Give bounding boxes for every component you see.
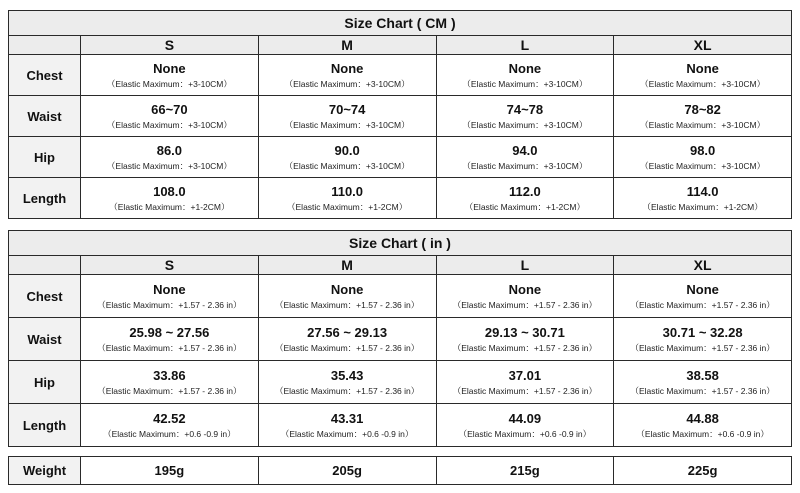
weight-label: Weight xyxy=(9,457,81,485)
inch-cell xyxy=(614,318,792,361)
inch-size-l: L xyxy=(436,256,614,275)
cell-value: None xyxy=(153,60,186,76)
cell-note: （Elastic Maximum：+1.57 - 2.36 in） xyxy=(452,342,598,353)
cell-note: （Elastic Maximum：+3-10CM） xyxy=(462,119,588,130)
cell-note: （Elastic Maximum：+1.57 - 2.36 in） xyxy=(274,299,420,310)
cm-row-label: Chest xyxy=(9,55,81,96)
cm-cell xyxy=(614,55,792,96)
inch-row-chest xyxy=(9,275,792,318)
inch-cell xyxy=(258,361,436,404)
cm-cell xyxy=(81,178,259,219)
cell-note: （Elastic Maximum：+3-10CM） xyxy=(284,160,410,171)
cell-value: 78~82 xyxy=(684,101,721,117)
cell-note: （Elastic Maximum：+1.57 - 2.36 in） xyxy=(97,342,242,353)
cell-value: 98.0 xyxy=(689,142,716,158)
cell-value: 112.0 xyxy=(508,183,541,199)
cell-value: 114.0 xyxy=(686,183,719,199)
cell-note: （Elastic Maximum：+1.57 - 2.36 in） xyxy=(630,299,775,310)
cm-cell xyxy=(436,55,614,96)
cell-note: （Elastic Maximum：+3-10CM） xyxy=(284,78,410,89)
cm-row-label: Waist xyxy=(9,96,81,137)
cell-value: 94.0 xyxy=(512,142,538,158)
cell-value: None xyxy=(686,60,719,76)
cm-cell xyxy=(81,55,259,96)
cm-cell xyxy=(258,178,436,219)
cm-cell xyxy=(436,137,614,178)
inch-row-label: Waist xyxy=(9,318,81,361)
cell-note: （Elastic Maximum：+0.6 -0.9 in） xyxy=(636,428,769,439)
cell-value: 90.0 xyxy=(334,142,360,158)
cell-note: （Elastic Maximum：+3-10CM） xyxy=(462,160,588,171)
cell-note: （Elastic Maximum：+3-10CM） xyxy=(284,119,410,130)
cm-row-length xyxy=(9,178,792,219)
cell-value: 74~78 xyxy=(506,101,544,117)
inch-cell xyxy=(81,404,259,447)
size-chart-inch-table xyxy=(8,230,792,447)
inch-row-length xyxy=(9,404,792,447)
cm-row-hip xyxy=(9,137,792,178)
cell-note: （Elastic Maximum：+0.6 -0.9 in） xyxy=(103,428,236,439)
weight-value-xl: 225g xyxy=(614,457,792,485)
cell-value: 27.56 ~ 29.13 xyxy=(307,324,388,340)
cm-row-label: Length xyxy=(9,178,81,219)
inch-size-s: S xyxy=(81,256,259,275)
cm-cell xyxy=(614,137,792,178)
inch-table-title: Size Chart ( in ) xyxy=(9,231,792,256)
cell-note: （Elastic Maximum：+1.57 - 2.36 in） xyxy=(274,342,420,353)
cm-cell xyxy=(436,96,614,137)
cell-value: None xyxy=(330,281,364,297)
cell-note: （Elastic Maximum：+1-2CM） xyxy=(642,201,763,212)
inch-header-corner xyxy=(9,256,81,275)
cell-note: （Elastic Maximum：+3-10CM） xyxy=(640,78,766,89)
cell-value: None xyxy=(686,281,719,297)
size-chart-cm-table xyxy=(8,10,792,219)
inch-cell xyxy=(81,275,259,318)
inch-row-waist xyxy=(9,318,792,361)
cell-note: （Elastic Maximum：+1-2CM） xyxy=(464,201,585,212)
cell-note: （Elastic Maximum：+0.6 -0.9 in） xyxy=(280,428,414,439)
cell-value: 37.01 xyxy=(508,367,542,383)
weight-value-l: 215g xyxy=(436,457,614,485)
inch-size-header-row xyxy=(9,256,792,275)
inch-row-label: Length xyxy=(9,404,81,447)
inch-row-label: Chest xyxy=(9,275,81,318)
inch-cell xyxy=(614,361,792,404)
cell-value: None xyxy=(508,60,542,76)
cell-note: （Elastic Maximum：+1.57 - 2.36 in） xyxy=(97,385,242,396)
cell-note: （Elastic Maximum：+1.57 - 2.36 in） xyxy=(452,385,598,396)
inch-cell xyxy=(436,361,614,404)
cell-note: （Elastic Maximum：+3-10CM） xyxy=(106,78,232,89)
cell-note: （Elastic Maximum：+1.57 - 2.36 in） xyxy=(274,385,420,396)
cell-value: 66~70 xyxy=(151,101,188,117)
cm-header-corner xyxy=(9,36,81,55)
cell-note: （Elastic Maximum：+3-10CM） xyxy=(462,78,588,89)
cm-cell xyxy=(258,55,436,96)
cell-value: 38.58 xyxy=(686,367,719,383)
inch-cell xyxy=(614,275,792,318)
cm-cell xyxy=(258,96,436,137)
cell-note: （Elastic Maximum：+1.57 - 2.36 in） xyxy=(97,299,242,310)
inch-cell xyxy=(436,318,614,361)
cell-value: None xyxy=(330,60,364,76)
cell-value: 33.86 xyxy=(153,367,186,383)
cell-value: 110.0 xyxy=(331,183,364,199)
inch-size-xl: XL xyxy=(614,256,792,275)
cm-row-waist xyxy=(9,96,792,137)
cm-row-chest xyxy=(9,55,792,96)
cell-note: （Elastic Maximum：+1-2CM） xyxy=(287,201,408,212)
cell-note: （Elastic Maximum：+1.57 - 2.36 in） xyxy=(452,299,598,310)
cell-value: 86.0 xyxy=(156,142,183,158)
cell-value: None xyxy=(508,281,542,297)
inch-cell xyxy=(81,361,259,404)
cm-row-label: Hip xyxy=(9,137,81,178)
cm-cell xyxy=(614,178,792,219)
cell-value: 108.0 xyxy=(153,183,186,199)
inch-cell xyxy=(258,275,436,318)
inch-row-hip xyxy=(9,361,792,404)
cm-cell xyxy=(614,96,792,137)
cm-table-title: Size Chart ( CM ) xyxy=(9,11,792,36)
cm-size-s: S xyxy=(81,36,259,55)
cell-value: 29.13 ~ 30.71 xyxy=(484,324,565,340)
inch-row-label: Hip xyxy=(9,361,81,404)
inch-cell xyxy=(258,404,436,447)
cm-size-xl: XL xyxy=(614,36,792,55)
cell-note: （Elastic Maximum：+1-2CM） xyxy=(109,201,230,212)
cell-value: 30.71 ~ 32.28 xyxy=(662,324,743,340)
cell-note: （Elastic Maximum：+1.57 - 2.36 in） xyxy=(630,342,775,353)
weight-value-m: 205g xyxy=(258,457,436,485)
cm-cell xyxy=(258,137,436,178)
weight-table xyxy=(8,456,792,485)
inch-cell xyxy=(614,404,792,447)
inch-cell xyxy=(436,404,614,447)
inch-size-m: M xyxy=(258,256,436,275)
weight-value-s: 195g xyxy=(81,457,259,485)
cell-note: （Elastic Maximum：+0.6 -0.9 in） xyxy=(458,428,592,439)
cm-cell xyxy=(81,137,259,178)
inch-cell xyxy=(436,275,614,318)
cell-value: 42.52 xyxy=(153,410,186,426)
weight-row xyxy=(9,457,792,485)
cell-note: （Elastic Maximum：+3-10CM） xyxy=(106,160,232,171)
cell-note: （Elastic Maximum：+1.57 - 2.36 in） xyxy=(630,385,775,396)
inch-cell xyxy=(81,318,259,361)
cell-note: （Elastic Maximum：+3-10CM） xyxy=(106,119,232,130)
cm-size-l: L xyxy=(436,36,614,55)
cell-value: 44.88 xyxy=(686,410,719,426)
cm-size-header-row xyxy=(9,36,792,55)
cell-note: （Elastic Maximum：+3-10CM） xyxy=(640,160,766,171)
cm-cell xyxy=(436,178,614,219)
cell-note: （Elastic Maximum：+3-10CM） xyxy=(640,119,766,130)
cm-cell xyxy=(81,96,259,137)
cell-value: 70~74 xyxy=(328,101,366,117)
cell-value: None xyxy=(153,281,186,297)
inch-cell xyxy=(258,318,436,361)
cm-size-m: M xyxy=(258,36,436,55)
cell-value: 35.43 xyxy=(330,367,364,383)
cell-value: 25.98 ~ 27.56 xyxy=(129,324,210,340)
cell-value: 43.31 xyxy=(330,410,364,426)
cell-value: 44.09 xyxy=(508,410,542,426)
